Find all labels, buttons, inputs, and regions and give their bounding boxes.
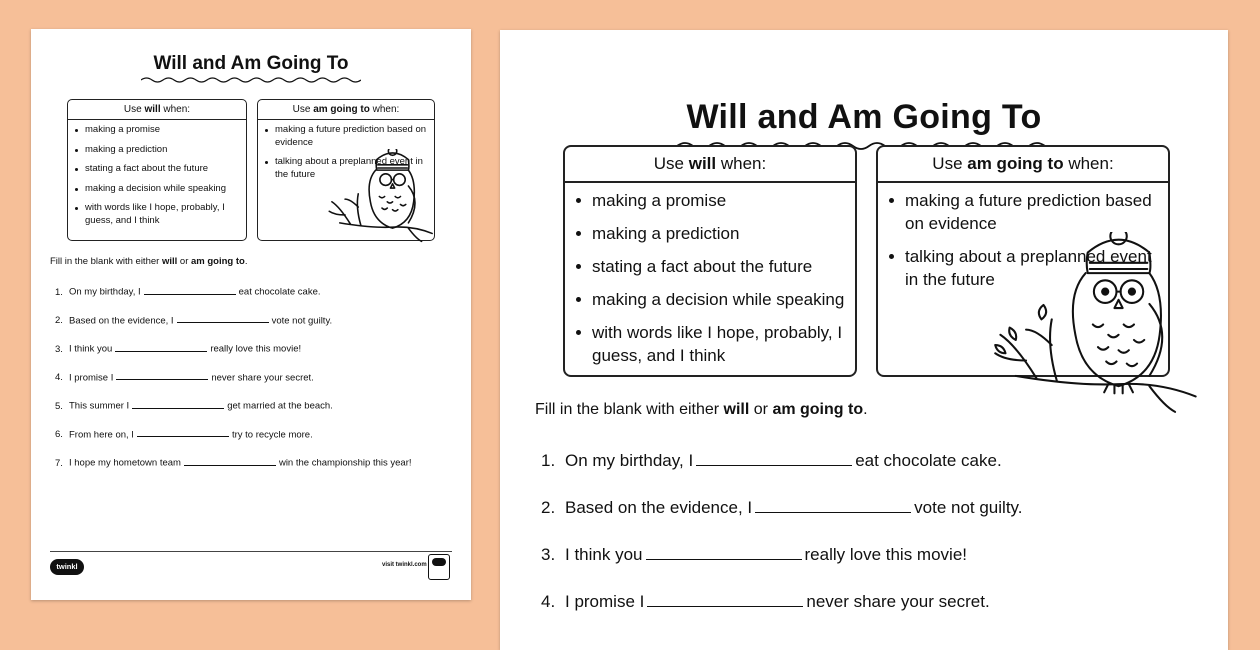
instruction-text: Fill in the blank with either will or am going to. xyxy=(535,401,868,418)
question-row: 4. I promise I never share your secret. xyxy=(541,589,1023,636)
question-row: 5. This summer I get married at the beach. xyxy=(55,398,412,427)
list-item: making a future prediction based on evidence xyxy=(275,124,427,148)
list-item: making a decision while speaking xyxy=(592,290,845,309)
question-list xyxy=(55,284,412,484)
quality-badge-icon xyxy=(428,554,450,580)
list-item: making a promise xyxy=(592,189,845,212)
will-box xyxy=(67,99,247,241)
list-item: stating a fact about the future xyxy=(592,255,845,278)
list-item: talking about a preplanned event in the future xyxy=(905,245,1158,291)
going-to-box-heading: Use am going to when: xyxy=(258,100,434,120)
twinkl-logo[interactable]: twinkl xyxy=(50,559,84,575)
answer-blank[interactable] xyxy=(132,398,224,409)
worksheet-thumbnail xyxy=(31,29,471,600)
owl-icon xyxy=(993,232,1203,417)
answer-blank[interactable] xyxy=(144,284,236,295)
worksheet-page xyxy=(500,30,1228,650)
owl-illustration xyxy=(993,232,1203,422)
list-item: making a future prediction based on evidence xyxy=(905,189,1158,235)
visit-link[interactable]: visit twinkl.com xyxy=(382,562,427,568)
title-underline-squiggle xyxy=(141,76,361,84)
question-row: 3. I think you really love this movie! xyxy=(55,341,412,370)
will-usage-list xyxy=(565,183,855,367)
answer-blank[interactable] xyxy=(647,589,803,607)
list-item: making a promise xyxy=(85,124,240,137)
list-item: making a prediction xyxy=(85,144,240,157)
instruction-text: Fill in the blank with either will or am going to. xyxy=(50,256,248,267)
answer-blank[interactable] xyxy=(116,370,208,381)
question-row: 2. Based on the evidence, I vote not guilty. xyxy=(55,313,412,342)
answer-blank[interactable] xyxy=(137,427,229,438)
list-item: with words like I hope, probably, I guess, and I think xyxy=(592,321,845,367)
page-title: Will and Am Going To xyxy=(153,53,349,74)
answer-blank[interactable] xyxy=(646,542,802,560)
question-row: 6. From here on, I try to recycle more. xyxy=(55,427,412,456)
question-row: 3. I think you really love this movie! xyxy=(541,542,1023,589)
question-row: 2. Based on the evidence, I vote not guilty. xyxy=(541,495,1023,542)
will-usage-list xyxy=(68,120,246,227)
list-item: making a prediction xyxy=(592,222,845,245)
will-box xyxy=(563,145,857,377)
question-row: 1. On my birthday, I eat chocolate cake. xyxy=(541,448,1023,495)
will-box-heading: Use will when: xyxy=(68,100,246,120)
answer-blank[interactable] xyxy=(184,455,276,466)
answer-blank[interactable] xyxy=(177,313,269,324)
list-item: stating a fact about the future xyxy=(85,163,240,176)
going-to-box-heading: Use am going to when: xyxy=(878,147,1168,183)
will-box-heading: Use will when: xyxy=(565,147,855,183)
answer-blank[interactable] xyxy=(696,448,852,466)
list-item: talking about a preplanned event in the future xyxy=(275,156,428,181)
list-item: with words like I hope, probably, I guess, and I think xyxy=(85,202,240,227)
list-item: making a decision while speaking xyxy=(85,183,240,196)
question-list xyxy=(541,448,1023,636)
question-row: 4. I promise I never share your secret. xyxy=(55,370,412,399)
owl-illustration xyxy=(327,149,437,249)
question-row: 7. I hope my hometown team win the championship this year! xyxy=(55,455,412,484)
question-row: 1. On my birthday, I eat chocolate cake. xyxy=(55,284,412,313)
footer-divider xyxy=(50,551,452,552)
answer-blank[interactable] xyxy=(755,495,911,513)
owl-icon xyxy=(327,149,437,244)
page-title: Will and Am Going To xyxy=(686,98,1042,136)
answer-blank[interactable] xyxy=(115,341,207,352)
